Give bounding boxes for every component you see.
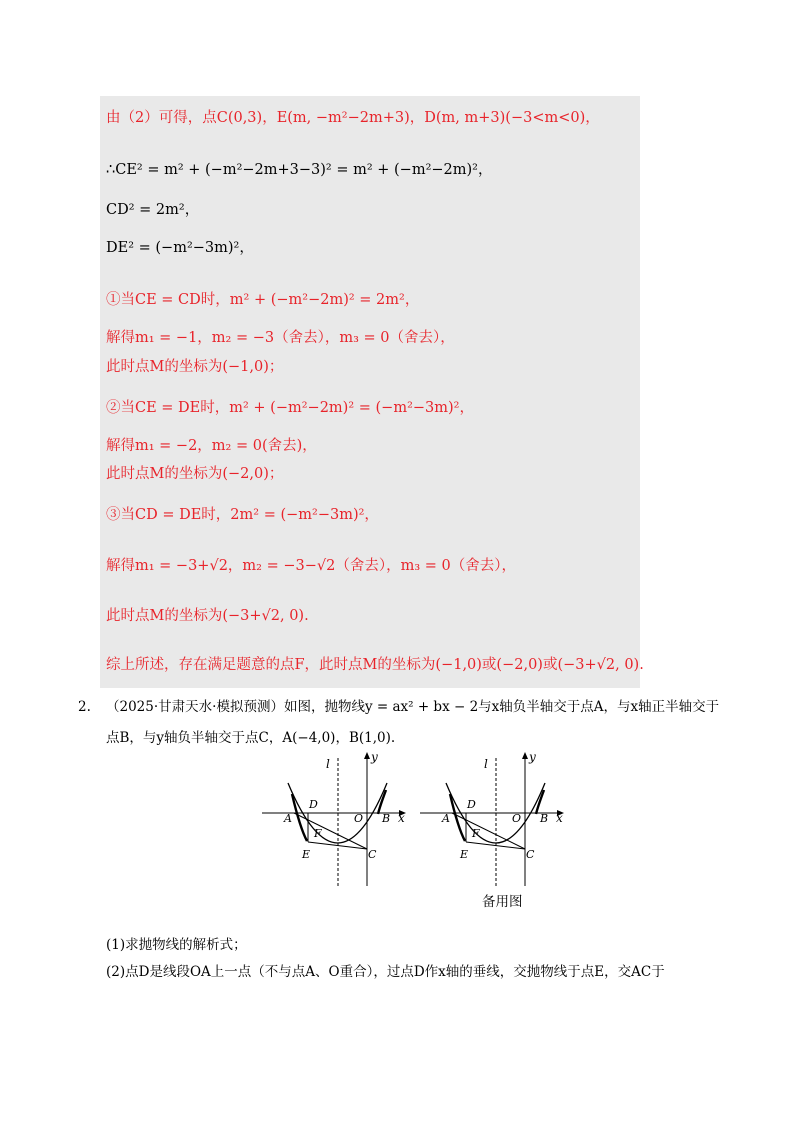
question-number: 2. (78, 699, 91, 715)
solution-line-3: CD² = 2m²， (106, 202, 200, 218)
solution-line-8: ②当CE = DE时，m² + (−m²−2m)² = (−m²−3m)²， (106, 400, 474, 416)
question-part-1: (1)求抛物线的解析式； (106, 937, 247, 953)
solution-line-13: 此时点M的坐标为(−3+√2, 0). (106, 608, 309, 624)
solution-line-11: ③当CD = DE时，2m² = (−m²−3m)²， (106, 507, 379, 523)
figure-caption: 备用图 (482, 894, 523, 910)
solution-line-14: 综上所述，存在满足题意的点F，此时点M的坐标为(−1,0)或(−2,0)或(−3+√2, 0). (106, 657, 644, 673)
parabola-figure-main (262, 748, 422, 892)
fig1-label-A: A (284, 812, 292, 825)
fig1-label-C: C (368, 848, 377, 861)
solution-line-5: ①当CE = CD时，m² + (−m²−2m)² = 2m²， (106, 292, 420, 308)
fig2-label-B: B (540, 812, 549, 825)
fig2-label-l: l (484, 757, 488, 771)
fig1-label-O: O (354, 812, 364, 825)
fig2-label-x: x (556, 811, 563, 825)
solution-line-1: 由（2）可得，点C(0,3)，E(m, −m²−2m+3)，D(m, m+3)(−3<m<0)， (106, 110, 600, 126)
solution-box (100, 96, 640, 688)
fig1-label-E: E (302, 848, 311, 861)
solution-line-9: 解得m₁ = −2，m₂ = 0(舍去)， (106, 438, 317, 454)
fig1-label-F: F (314, 827, 322, 840)
question-part-2: (2)点D是线段OA上一点（不与点A、O重合），过点D作x轴的垂线，交抛物线于点E，交AC于 (106, 964, 665, 980)
solution-line-4: DE² = (−m²−3m)²， (106, 240, 254, 256)
fig2-label-O: O (512, 812, 522, 825)
fig1-label-D: D (309, 798, 318, 811)
question-line-1: （2025·甘肃天水·模拟预测）如图，抛物线y = ax² + bx − 2与x轴负半轴交于点A，与x轴正半轴交于 (106, 699, 720, 715)
fig1-label-B: B (382, 812, 391, 825)
fig1-label-y: y (371, 750, 378, 764)
solution-line-2: ∴CE² = m² + (−m²−2m+3−3)² = m² + (−m²−2m)²， (106, 162, 493, 178)
fig2-label-y: y (529, 750, 536, 764)
solution-line-7: 此时点M的坐标为(−1,0)； (106, 359, 284, 375)
solution-line-12: 解得m₁ = −3+√2，m₂ = −3−√2（舍去），m₃ = 0（舍去）， (106, 558, 516, 574)
solution-line-10: 此时点M的坐标为(−2,0)； (106, 466, 284, 482)
fig1-label-x: x (398, 811, 405, 825)
question-line-2: 点B，与y轴负半轴交于点C，A(−4,0)，B(1,0). (106, 730, 396, 746)
parabola-figure-spare (420, 748, 580, 892)
fig2-label-A: A (442, 812, 450, 825)
fig2-label-D: D (467, 798, 476, 811)
fig2-label-C: C (526, 848, 535, 861)
fig2-label-F: F (472, 827, 480, 840)
solution-line-6: 解得m₁ = −1，m₂ = −3（舍去），m₃ = 0（舍去）， (106, 330, 455, 346)
fig1-label-l: l (326, 757, 330, 771)
fig2-label-E: E (460, 848, 469, 861)
